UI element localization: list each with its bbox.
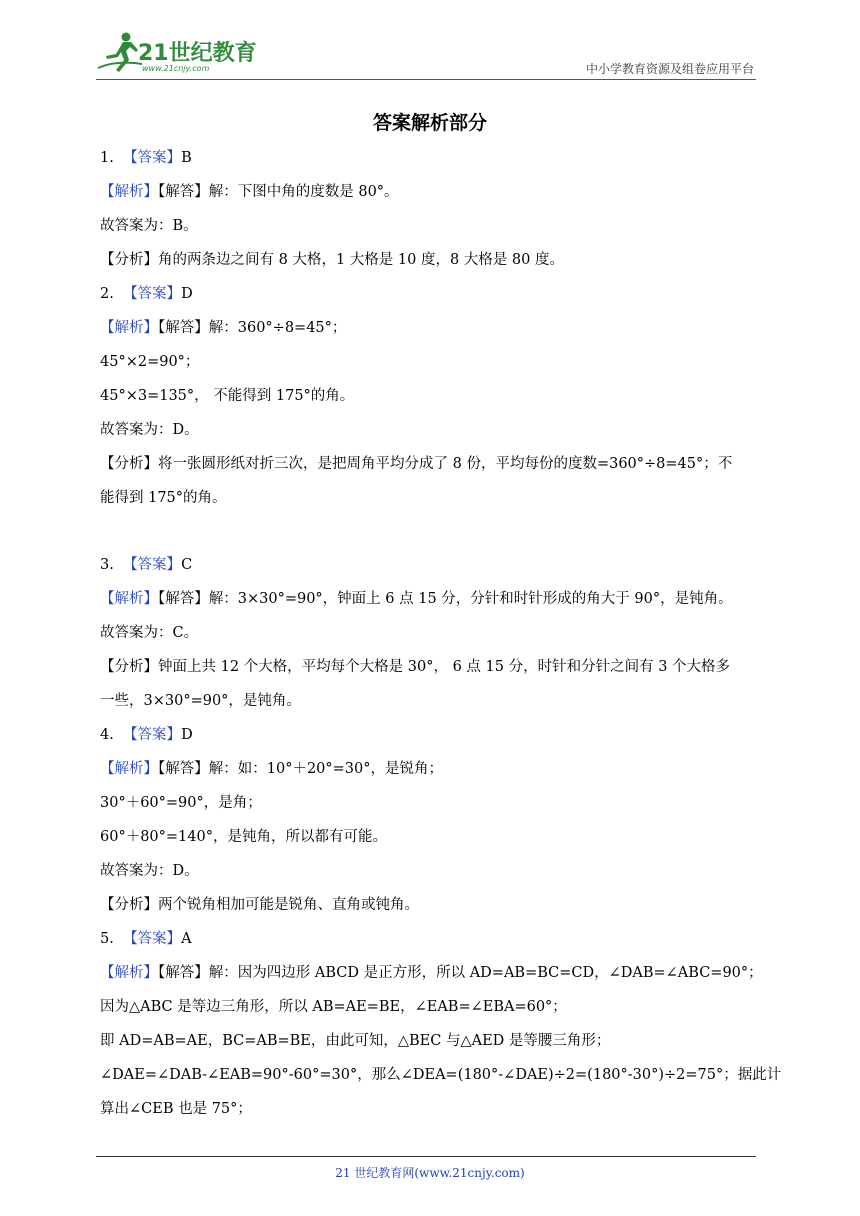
text-line: 故答案为：C。 (100, 625, 199, 641)
runner-logo-icon (96, 30, 144, 76)
text-line: ∠DAE=∠DAB-∠EAB=90°-60°=30°，那么∠DEA=(180°-∠DAE)÷2=(180°-30°)÷2=75°；据此计 (100, 1067, 782, 1083)
text-line: 能得到 175°的角。 (100, 490, 227, 506)
text-line: 30°＋60°=90°，是角； (100, 795, 262, 811)
answer-line: 1. 【答案】B (100, 150, 192, 166)
text-line: 故答案为：B。 (100, 218, 198, 234)
text-line: 45°×3=135°， 不能得到 175°的角。 (100, 388, 355, 404)
text-line: 【分析】角的两条边之间有 8 大格，1 大格是 10 度，8 大格是 80 度。 (100, 252, 564, 268)
answer-line: 3. 【答案】C (100, 557, 193, 573)
logo (96, 30, 276, 78)
analysis-line: 【解析】【解答】解：因为四边形 ABCD 是正方形，所以 AD=AB=BC=CD，∠DAB=∠ABC=90°； (100, 965, 763, 981)
answer-line: 5. 【答案】A (100, 931, 192, 947)
text-line: 即 AD=AB=AE，BC=AB=BE，由此可知，△BEC 与△AED 是等腰三角形； (100, 1033, 611, 1049)
text-line: 【分析】两个锐角相加可能是锐角、直角或钝角。 (100, 897, 419, 913)
text-line: 一些，3×30°=90°，是钝角。 (100, 693, 301, 709)
text-line: 45°×2=90°； (100, 354, 200, 370)
text-line: 因为△ABC 是等边三角形，所以 AB=AE=BE，∠EAB=∠EBA=60°； (100, 999, 567, 1015)
text-line: 60°＋80°=140°，是钝角，所以都有可能。 (100, 829, 387, 845)
text-line: 【分析】钟面上共 12 个大格，平均每个大格是 30°， 6 点 15 分，时针和分针之间有 3 个大格多 (100, 659, 731, 675)
text-line: 算出∠CEB 也是 75°； (100, 1101, 252, 1117)
page-header (96, 30, 756, 80)
analysis-line: 【解析】【解答】解：如：10°＋20°=30°，是锐角； (100, 761, 444, 777)
analysis-line: 【解析】【解答】解：3×30°=90°，钟面上 6 点 15 分，分针和时针形成的角大于 90°，是钝角。 (100, 591, 733, 607)
answer-line: 4. 【答案】D (100, 727, 193, 743)
analysis-line: 【解析】【解答】解：360°÷8=45°； (100, 320, 347, 336)
text-line: 【分析】将一张圆形纸对折三次，是把周角平均分成了 8 份，平均每份的度数=360°÷8=45°；不 (100, 456, 733, 472)
footer-link[interactable]: 21 世纪教育网(www.21cnjy.com) (335, 1166, 525, 1180)
answer-line: 2. 【答案】D (100, 286, 193, 302)
text-line: 故答案为：D。 (100, 863, 199, 879)
footer-divider (96, 1156, 756, 1157)
text-line: 故答案为：D。 (100, 422, 199, 438)
logo-url: www.21cnjy.com (142, 64, 210, 73)
analysis-line: 【解析】【解答】解：下图中角的度数是 80°。 (100, 184, 399, 200)
page-title: 答案解析部分 (372, 112, 487, 134)
header-divider (96, 79, 756, 80)
logo-text: 21世纪教育 (138, 41, 257, 66)
platform-name: 中小学教育资源及组卷应用平台 (585, 62, 754, 76)
